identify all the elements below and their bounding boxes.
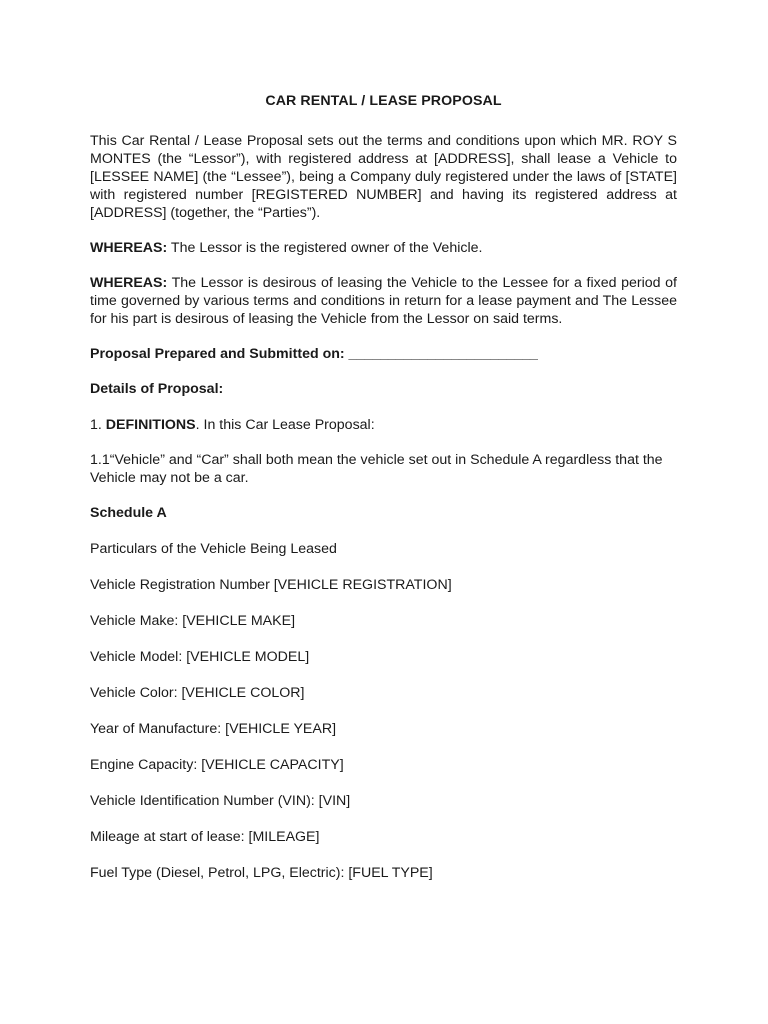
intro-paragraph: This Car Rental / Lease Proposal sets out the terms and conditions upon which MR. ROY S MONTES (the “Lessor”), with registered address at [ADDRESS], shall lease a Vehicle to [LESSEE NAME] (the “Lessee”), being a Company duly registered under the laws of [STATE] with registered number [REGISTERED NUMBER] and having its registered address at [ADDRESS] (together, the “Parties”).: [90, 133, 677, 221]
schedule-item: Engine Capacity: [VEHICLE CAPACITY]: [90, 757, 344, 773]
schedule-item: Vehicle Model: [VEHICLE MODEL]: [90, 649, 310, 665]
schedule-item: Fuel Type (Diesel, Petrol, LPG, Electric): [FUEL TYPE]: [90, 865, 433, 881]
definitions-number: 1.: [90, 417, 106, 433]
definitions-clause: [90, 416, 677, 434]
schedule-heading: [90, 504, 677, 522]
whereas-text-1: The Lessor is the registered owner of the Vehicle.: [167, 240, 483, 256]
schedule-heading-text: Schedule A: [90, 505, 167, 521]
whereas-paragraph-1: [90, 239, 677, 257]
schedule-item: Year of Manufacture: [VEHICLE YEAR]: [90, 721, 337, 737]
schedule-item: Vehicle Make: [VEHICLE MAKE]: [90, 613, 296, 629]
whereas-label: WHEREAS:: [90, 275, 168, 291]
schedule-item: Vehicle Color: [VEHICLE COLOR]: [90, 685, 305, 701]
schedule-item: Mileage at start of lease: [MILEAGE]: [90, 829, 320, 845]
prepared-on-line: [90, 345, 677, 363]
definition-1-1: 1.1“Vehicle” and “Car” shall both mean the vehicle set out in Schedule A regardless that the Vehicle may not be a car.: [90, 452, 663, 486]
schedule-item: Vehicle Identification Number (VIN): [VIN]: [90, 793, 351, 809]
whereas-text-2: The Lessor is desirous of leasing the Vehicle to the Lessee for a fixed period of time governed by various terms and conditions in return for a lease payment and The Lessee for his part is desirous of leasing the Vehicle from the Lessor on said terms.: [90, 275, 677, 327]
definitions-text: . In this Car Lease Proposal:: [195, 417, 375, 433]
definitions-label: DEFINITIONS: [105, 417, 196, 433]
schedule-item: Particulars of the Vehicle Being Leased: [90, 541, 337, 557]
details-heading-text: Details of Proposal:: [90, 381, 224, 397]
document-body: [90, 92, 677, 900]
prepared-on-label: Proposal Prepared and Submitted on: ________________________: [90, 346, 538, 362]
whereas-label: WHEREAS:: [90, 240, 168, 256]
schedule-item: Vehicle Registration Number [VEHICLE REGISTRATION]: [90, 577, 452, 593]
whereas-paragraph-2: [90, 274, 677, 328]
document-title: CAR RENTAL / LEASE PROPOSAL: [265, 93, 502, 109]
details-heading: [90, 380, 677, 398]
